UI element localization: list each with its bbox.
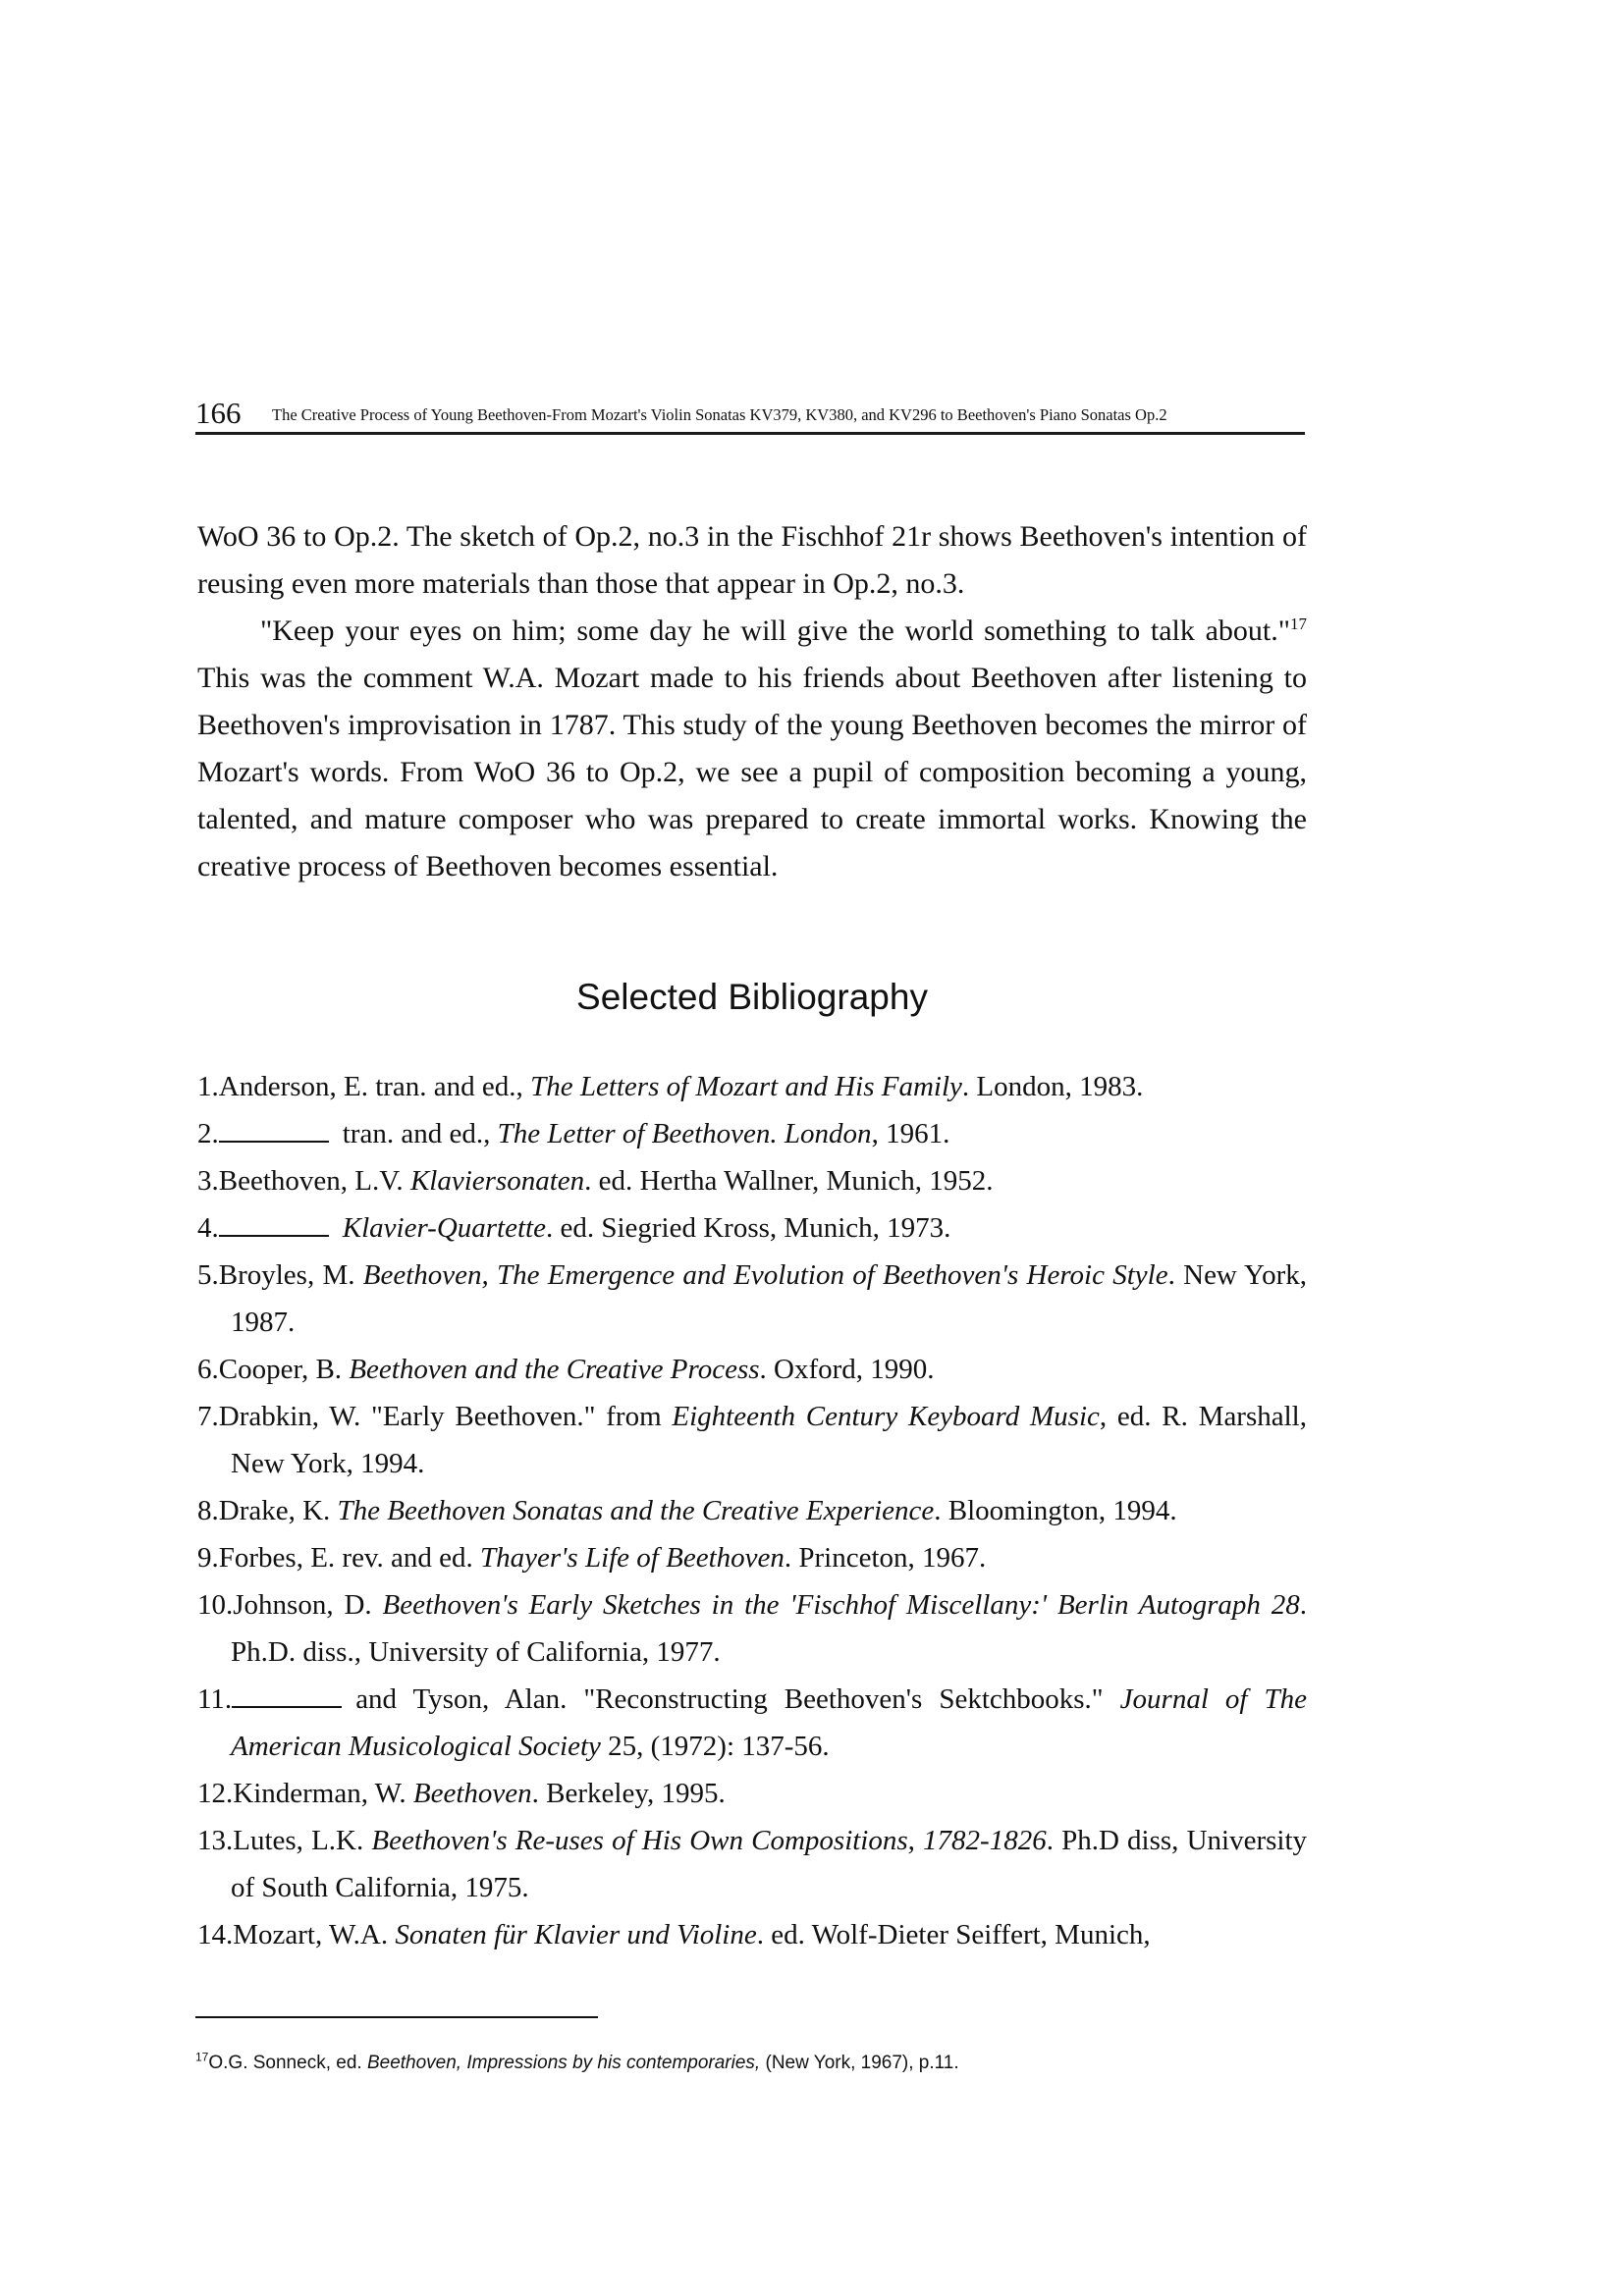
bib-entry: 3.Beethoven, L.V. Klaviersonaten. ed. Hertha Wallner, Munich, 1952. <box>197 1165 994 1197</box>
paragraph-1: WoO 36 to Op.2. The sketch of Op.2, no.3 in the Fischhof 21r shows Beethoven's intention of reusing even more materials than those that appear in Op.2, no.3. <box>197 520 1307 600</box>
running-header <box>195 395 1305 435</box>
bib-entry: 10.Johnson, D. Beethoven's Early Sketches in the 'Fischhof Miscellany:' Berlin Autograph 28. Ph.D. diss., University of California, 1977. <box>197 1589 1307 1668</box>
footnote-ref: 17 <box>1290 614 1307 633</box>
bib-entry: 12.Kinderman, W. Beethoven. Berkeley, 1995. <box>197 1778 726 1809</box>
bibliography-list <box>197 1063 1307 1958</box>
ditto-rule <box>219 1115 329 1143</box>
bib-entry: 7.Drabkin, W. "Early Beethoven." from Eighteenth Century Keyboard Music, ed. R. Marshall, New York, 1994. <box>197 1401 1307 1479</box>
bib-entry: 6.Cooper, B. Beethoven and the Creative Process. Oxford, 1990. <box>197 1354 935 1385</box>
ditto-rule <box>232 1681 342 1708</box>
mozart-quote: "Keep your eyes on him; some day he will give the world something to talk about." <box>260 614 1290 647</box>
bib-entry: 9.Forbes, E. rev. and ed. Thayer's Life of Beethoven. Princeton, 1967. <box>197 1542 987 1574</box>
section-title: Selected Bibliography <box>576 977 928 1017</box>
bib-entry: 13.Lutes, L.K. Beethoven's Re-uses of His Own Compositions, 1782-1826. Ph.D diss, University of South California, 1975. <box>197 1825 1307 1903</box>
bib-entry: 5.Broyles, M. Beethoven, The Emergence and Evolution of Beethoven's Heroic Style. New York, 1987. <box>197 1259 1308 1338</box>
bib-entry: 1.Anderson, E. tran. and ed., The Letters of Mozart and His Family. London, 1983. <box>197 1071 1144 1102</box>
paragraph-2-rest: This was the comment W.A. Mozart made to his friends about Beethoven after listening to Beethoven's improvisation in 1787. This study of the young Beethoven becomes the mirror of Mozart's words. From WoO 36 to Op.2, we see a pupil of composition becoming a young, talented, and mature composer who was prepared to create immortal works. Knowing the creative process of Beethoven becomes essential. <box>197 662 1307 882</box>
footnote-17: $^{17}$O.G. Sonneck, ed. Beethoven, Impressions by his contemporaries, (New York, 1967), p.11. <box>195 2050 959 2073</box>
bib-entry: 14.Mozart, W.A. Sonaten für Klavier und Violine. ed. Wolf-Dieter Seiffert, Munich, <box>197 1919 1151 1950</box>
bib-entry: 4. Klavier-Quartette. ed. Siegried Kross, Munich, 1973. <box>197 1204 1307 1252</box>
running-title: The Creative Process of Young Beethoven-From Mozart's Violin Sonatas KV379, KV380, and KV296 to Beethoven's Piano Sonatas Op.2 <box>272 405 1167 424</box>
paragraph-2 <box>197 608 1307 890</box>
bib-entry: 8.Drake, K. The Beethoven Sonatas and the Creative Experience. Bloomington, 1994. <box>197 1495 1177 1526</box>
bib-entry: 2. tran. and ed., The Letter of Beethoven. London, 1961. <box>197 1110 1307 1157</box>
footnote-number: 17 <box>195 2050 209 2064</box>
bib-entry: 11. and Tyson, Alan. "Reconstructing Beethoven's Sektchbooks." Journal of The American Musicological Society 25, (1972): 137-56. <box>197 1676 1307 1770</box>
page-number: 166 <box>195 396 242 430</box>
ditto-rule <box>219 1209 329 1237</box>
footnote-rule <box>195 2016 598 2018</box>
